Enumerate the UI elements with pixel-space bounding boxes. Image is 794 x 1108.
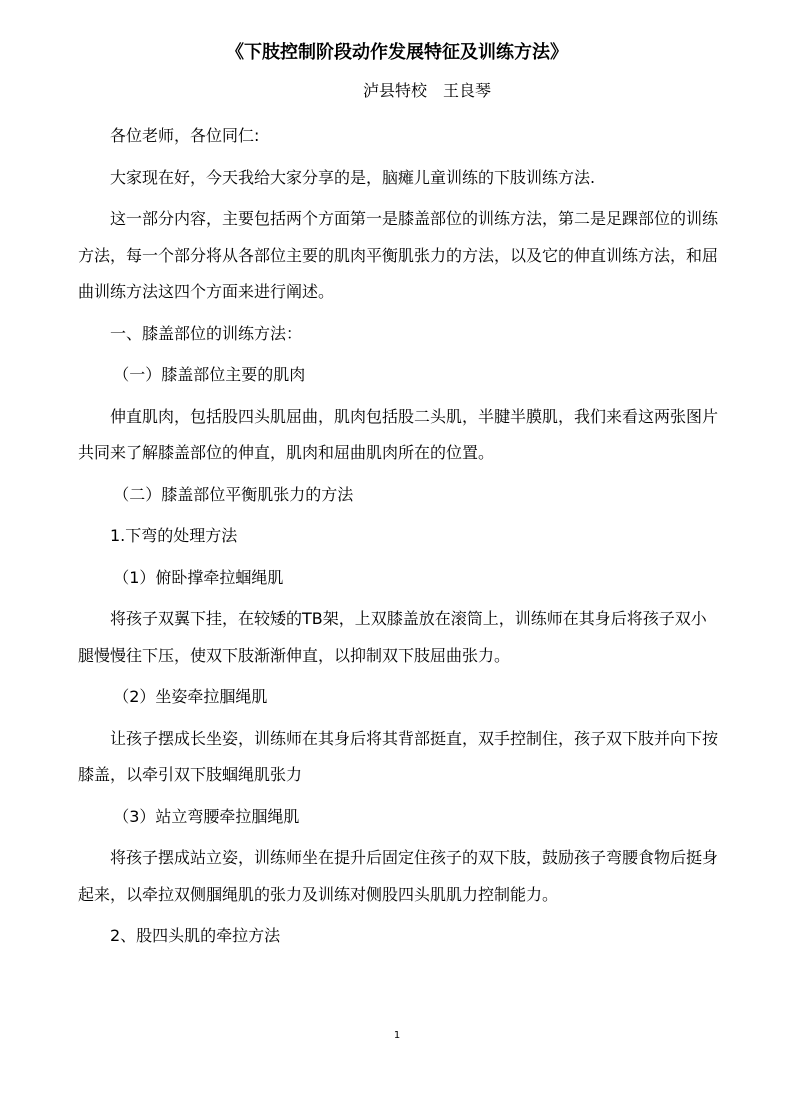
paragraph-greeting: 各位老师，各位同仁: bbox=[110, 126, 260, 145]
subheading-knee-muscles: （一）膝盖部位主要的肌肉 bbox=[113, 365, 306, 384]
paragraph-intro: 大家现在好，今天我给大家分享的是，脑瘫儿童训练的下肢训练方法. bbox=[110, 167, 596, 187]
heading-bend-method: 1.下弯的处理方法 bbox=[110, 526, 238, 545]
document-title: 《下肢控制阶段动作发展特征及训练方法》 bbox=[226, 42, 568, 63]
document-body bbox=[78, 118, 718, 960]
paragraph-knee-muscles: 伸直肌肉，包括股四头肌屈曲，肌肉包括股二头肌，半腱半膜肌，我们来看这两张图片共同来了解膝盖部位的伸直，肌肉和屈曲肌肉所在的位置。 bbox=[78, 406, 719, 462]
heading-quadriceps: 2、股四头肌的牵拉方法 bbox=[110, 926, 281, 945]
page-number: 1 bbox=[393, 1030, 401, 1041]
paragraph-standing-stretch: 将孩子摆成站立姿，训练师坐在提升后固定住孩子的双下肢，鼓励孩子弯腰食物后挺身起来，以牵拉双侧腘绳肌的张力及训练对侧股四头肌肌力控制能力。 bbox=[78, 848, 719, 904]
paragraph-prone-stretch: 将孩子双翼下挂，在较矮的TB架，上双膝盖放在滚筒上，训练师在其身后将孩子双小腿慢慢往下压，使双下肢渐渐伸直，以抑制双下肢屈曲张力。 bbox=[78, 609, 707, 665]
author-line: 泸县特校 王良琴 bbox=[362, 81, 491, 100]
paragraph-overview: 这一部分内容，主要包括两个方面第一是膝盖部位的训练方法，第二是足踝部位的训练方法，每一个部分将从各部位主要的肌肉平衡肌张力的方法，以及它的伸直训练方法，和屈曲训练方法这四个方面来进行阐述。 bbox=[78, 209, 719, 301]
subheading-balance-tone: （二）膝盖部位平衡肌张力的方法 bbox=[113, 484, 354, 504]
paragraph-sitting-stretch: 让孩子摆成长坐姿，训练师在其身后将其背部挺直，双手控制住，孩子双下肢并向下按膝盖，以牵引双下肢蝈绳肌张力 bbox=[78, 728, 719, 784]
item-standing-stretch: （3）站立弯腰牵拉腘绳肌 bbox=[113, 806, 300, 826]
item-sitting-stretch: （2）坐姿牵拉腘绳肌 bbox=[113, 687, 268, 706]
item-prone-stretch: （1）俯卧撑牵拉蝈绳肌 bbox=[113, 567, 284, 587]
heading-knee-training: 一、膝盖部位的训练方法： bbox=[110, 323, 303, 343]
